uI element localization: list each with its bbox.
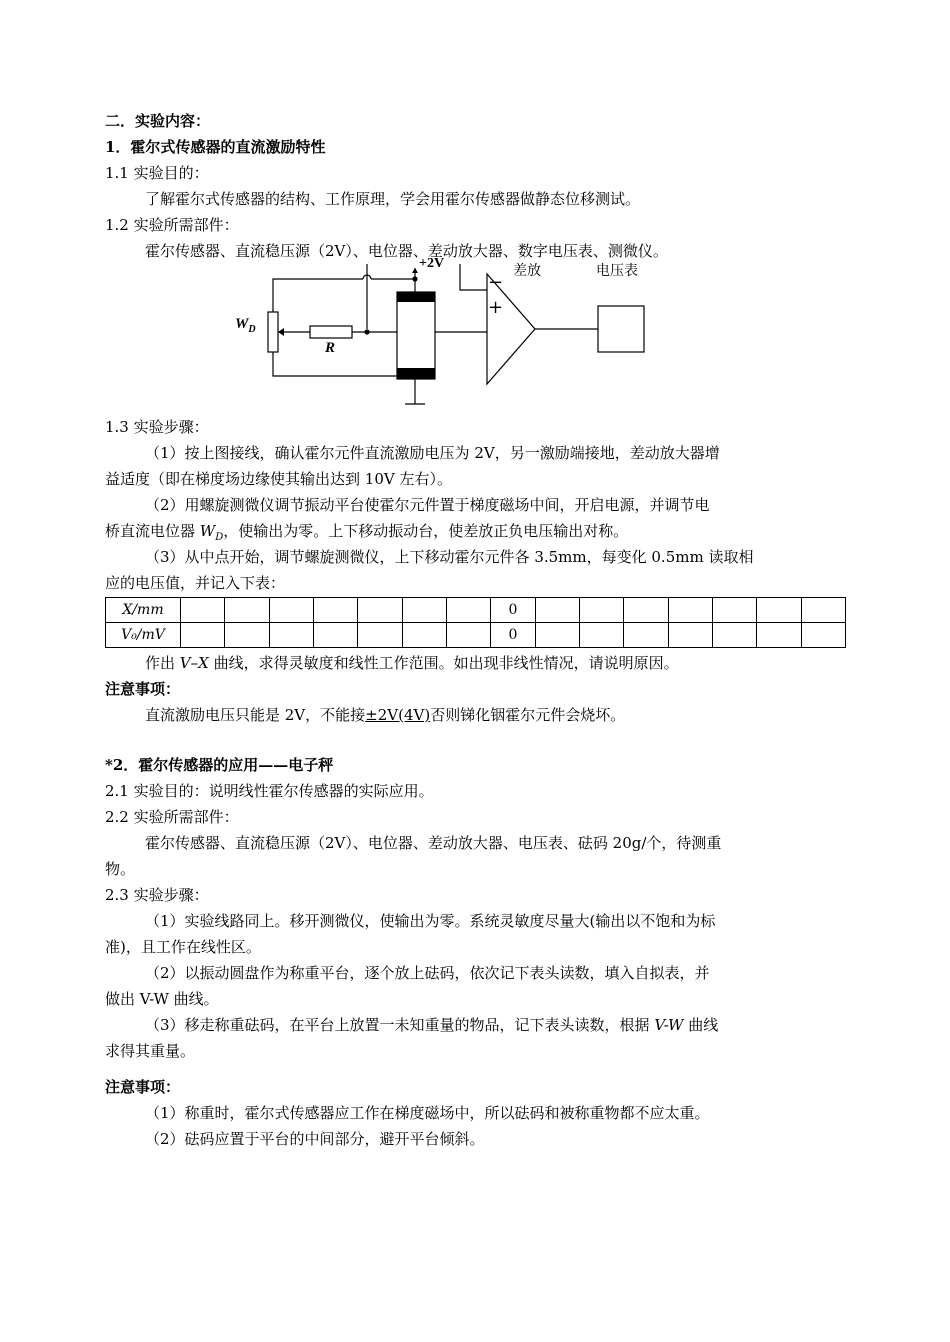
table-cell	[225, 598, 269, 623]
table-cell	[757, 598, 801, 623]
table-row-x	[106, 598, 846, 623]
exp1-step3-line1: （3）从中点开始，调节螺旋测微仪，上下移动霍尔元件各 3.5mm，每变化 0.5mm 读取相	[145, 548, 754, 566]
spacer	[105, 728, 847, 752]
exp2-purpose: 2.1 实验目的：说明线性霍尔传感器的实际应用。	[105, 782, 434, 800]
table-head-v: V₀/mV	[106, 623, 181, 648]
resistor-label: R	[325, 340, 336, 356]
exp2-title: *2．霍尔传感器的应用——电子秤	[105, 756, 334, 774]
table-cell	[801, 623, 845, 648]
exp1-note-text	[105, 702, 847, 728]
amp-plus-sign: +	[488, 297, 504, 318]
exp1-step2-line1: （2）用螺旋测微仪调节振动平台使霍尔元件置于梯度磁场中间，开启电源，并调节电	[145, 496, 710, 514]
table-cell	[313, 623, 357, 648]
section-heading: 二．实验内容：	[105, 112, 211, 130]
after-var: V–X	[179, 654, 209, 672]
hall-top-band	[397, 292, 435, 302]
exp1-note-label: 注意事项：	[105, 680, 181, 698]
table-cell: 0	[491, 598, 535, 623]
step2-pre: 桥直流电位器	[105, 522, 200, 540]
table-cell	[446, 623, 490, 648]
pot-label-main: W	[235, 316, 249, 332]
meter-label: 电压表	[596, 263, 638, 279]
table-cell	[579, 623, 623, 648]
pot-label-sub: D	[248, 324, 256, 335]
exp2-step2-line1: （2）以振动圆盘作为称重平台，逐个放上砝码，依次记下表头读数，填入自拟表，并	[145, 964, 710, 982]
table-cell	[624, 623, 668, 648]
exp1-parts-text: 霍尔传感器、直流稳压源（2V）、电位器、差动放大器、数字电压表、测微仪。	[145, 242, 668, 260]
exp1-parts-label: 1.2 实验所需部件：	[105, 216, 239, 234]
exp1-step1-line1: （1）按上图接线，确认霍尔元件直流激励电压为 2V，另一激励端接地，差动放大器增	[145, 444, 720, 462]
wire-left-top	[273, 279, 363, 294]
exp2-parts-line1: 霍尔传感器、直流稳压源（2V）、电位器、差动放大器、电压表、砝码 20g/个，待测重	[145, 834, 722, 852]
table-cell	[358, 598, 402, 623]
table-cell	[668, 598, 712, 623]
node-mid	[364, 329, 369, 334]
table-cell	[668, 623, 712, 648]
exp1-purpose-label: 1.1 实验目的：	[105, 164, 209, 182]
supply-arrow	[412, 268, 418, 273]
table-cell	[712, 598, 756, 623]
exp2-parts-line2: 物。	[105, 860, 136, 878]
hall-element-box	[397, 292, 435, 379]
step3-var: V-W	[654, 1016, 684, 1034]
table-cell	[712, 623, 756, 648]
resistor-body	[310, 326, 352, 338]
step2-var: W	[199, 522, 216, 540]
table-cell	[269, 598, 313, 623]
supply-label: +2V	[419, 256, 445, 271]
exp2-parts-label: 2.2 实验所需部件：	[105, 808, 239, 826]
table-row-v	[106, 623, 846, 648]
exp2-note1: （1）称重时，霍尔式传感器应工作在梯度磁场中，所以砝码和被称重物都不应太重。	[145, 1104, 710, 1122]
exp2-step3-line2: 求得其重量。	[105, 1042, 196, 1060]
table-cell	[269, 623, 313, 648]
spacer	[105, 1064, 847, 1074]
note-pre: 直流激励电压只能是 2V，不能接	[145, 706, 366, 724]
node-top	[412, 276, 417, 281]
exp2-note-label: 注意事项：	[105, 1078, 181, 1096]
table-cell	[225, 623, 269, 648]
wiper-arrow	[278, 328, 284, 336]
circuit-svg	[105, 264, 847, 434]
potentiometer-body	[268, 312, 278, 352]
exp1-title: 1．霍尔式传感器的直流激励特性	[105, 138, 326, 156]
exp2-step1-line1: （1）实验线路同上。移开测微仪，使输出为零。系统灵敏度尽量大(输出以不饱和为标	[145, 912, 716, 930]
exp1-steps-label: 1.3 实验步骤：	[105, 418, 209, 436]
document-page	[105, 108, 847, 1152]
exp2-note2: （2）砝码应置于平台的中间部分，避开平台倾斜。	[145, 1130, 485, 1148]
table-cell	[801, 598, 845, 623]
pot-label	[235, 316, 256, 335]
table-head-x: X/mm	[106, 598, 181, 623]
exp2-step1-line2: 准)，且工作在线性区。	[105, 938, 261, 956]
after-pre: 作出	[145, 654, 180, 672]
note-underlined: ±2V(4V)	[365, 706, 431, 724]
exp1-step2-line2	[105, 518, 847, 544]
table-cell	[358, 623, 402, 648]
step2-post: ，使输出为零。上下移动振动台，使差放正负电压输出对称。	[223, 522, 629, 540]
table-cell	[624, 598, 668, 623]
amp-minus-sign: −	[488, 272, 504, 293]
table-cell	[757, 623, 801, 648]
hall-bottom-band	[397, 368, 435, 379]
exp2-step2-line2: 做出 V-W 曲线。	[105, 990, 219, 1008]
circuit-diagram	[105, 256, 847, 414]
step3-post: 曲线	[683, 1016, 719, 1034]
table-cell	[535, 598, 579, 623]
exp1-step3-line2: 应的电压值，并记入下表：	[105, 574, 286, 592]
amp-label: 差放	[513, 263, 541, 279]
table-cell	[446, 598, 490, 623]
exp1-step1-line2: 益适度（即在梯度场边缘使其输出达到 10V 左右）。	[105, 470, 452, 488]
table-cell	[181, 598, 225, 623]
table-cell	[402, 598, 446, 623]
table-cell	[579, 598, 623, 623]
exp2-steps-label: 2.3 实验步骤：	[105, 886, 209, 904]
exp1-after-table	[105, 650, 847, 676]
after-post: 曲线，求得灵敏度和线性工作范围。如出现非线性情况，请说明原因。	[208, 654, 679, 672]
step2-var-sub: D	[215, 532, 224, 543]
table-cell	[313, 598, 357, 623]
table-cell	[181, 623, 225, 648]
table-cell: 0	[491, 623, 535, 648]
table-cell	[535, 623, 579, 648]
note-post: 否则锑化铟霍尔元件会烧坏。	[430, 706, 626, 724]
exp1-purpose-text: 了解霍尔式传感器的结构、工作原理，学会用霍尔传感器做静态位移测试。	[145, 190, 641, 208]
step3-pre: （3）移走称重砝码，在平台上放置一未知重量的物品，记下表头读数，根据	[145, 1016, 655, 1034]
data-table	[105, 597, 846, 648]
table-cell	[402, 623, 446, 648]
exp2-step3-line1	[105, 1012, 847, 1038]
voltmeter-box	[598, 306, 644, 352]
